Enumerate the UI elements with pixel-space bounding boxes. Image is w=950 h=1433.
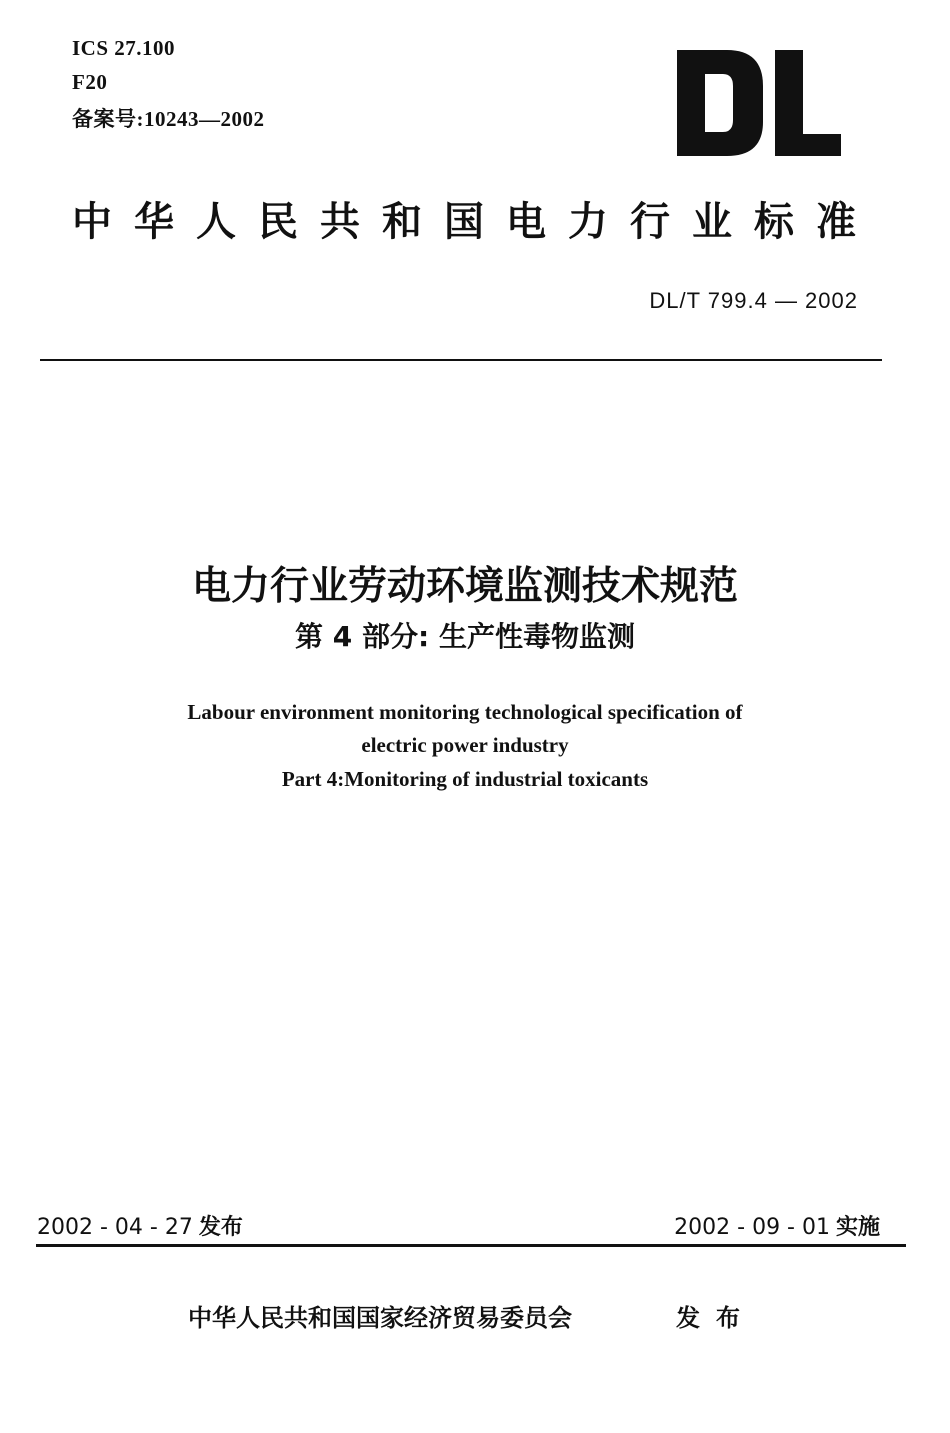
issue-date: 2002 - 04 - 27 bbox=[37, 1215, 193, 1240]
ccs-code: F20 bbox=[72, 70, 108, 94]
english-title-line-1: Labour environment monitoring technological specification of bbox=[187, 700, 743, 724]
bottom-divider bbox=[36, 1244, 906, 1247]
dl-logo bbox=[675, 44, 850, 164]
standard-category-title: 中华人民共和国电力行业标准 bbox=[72, 199, 878, 245]
standard-number: DL/T 799.4 — 2002 bbox=[649, 288, 858, 313]
top-divider bbox=[40, 359, 882, 361]
implement-date-block bbox=[674, 1210, 880, 1241]
implement-label: 实施 bbox=[835, 1215, 880, 1240]
issue-label: 发布 bbox=[198, 1215, 243, 1240]
filing-number: 备案号:10243—2002 bbox=[72, 107, 265, 131]
english-title-line-3: Part 4:Monitoring of industrial toxicants bbox=[281, 767, 649, 791]
issuing-action: 发布 bbox=[676, 1304, 756, 1332]
chinese-title: 电力行业劳动环境监测技术规范 bbox=[191, 564, 738, 609]
english-title-line-2: electric power industry bbox=[361, 733, 569, 757]
issuing-authority: 中华人民共和国国家经济贸易委员会 bbox=[188, 1304, 572, 1332]
chinese-subtitle: 第 4 部分: 生产性毒物监测 bbox=[295, 620, 635, 653]
ics-code: ICS 27.100 bbox=[72, 36, 176, 60]
issue-date-block bbox=[37, 1210, 243, 1241]
implement-date: 2002 - 09 - 01 bbox=[674, 1215, 830, 1240]
